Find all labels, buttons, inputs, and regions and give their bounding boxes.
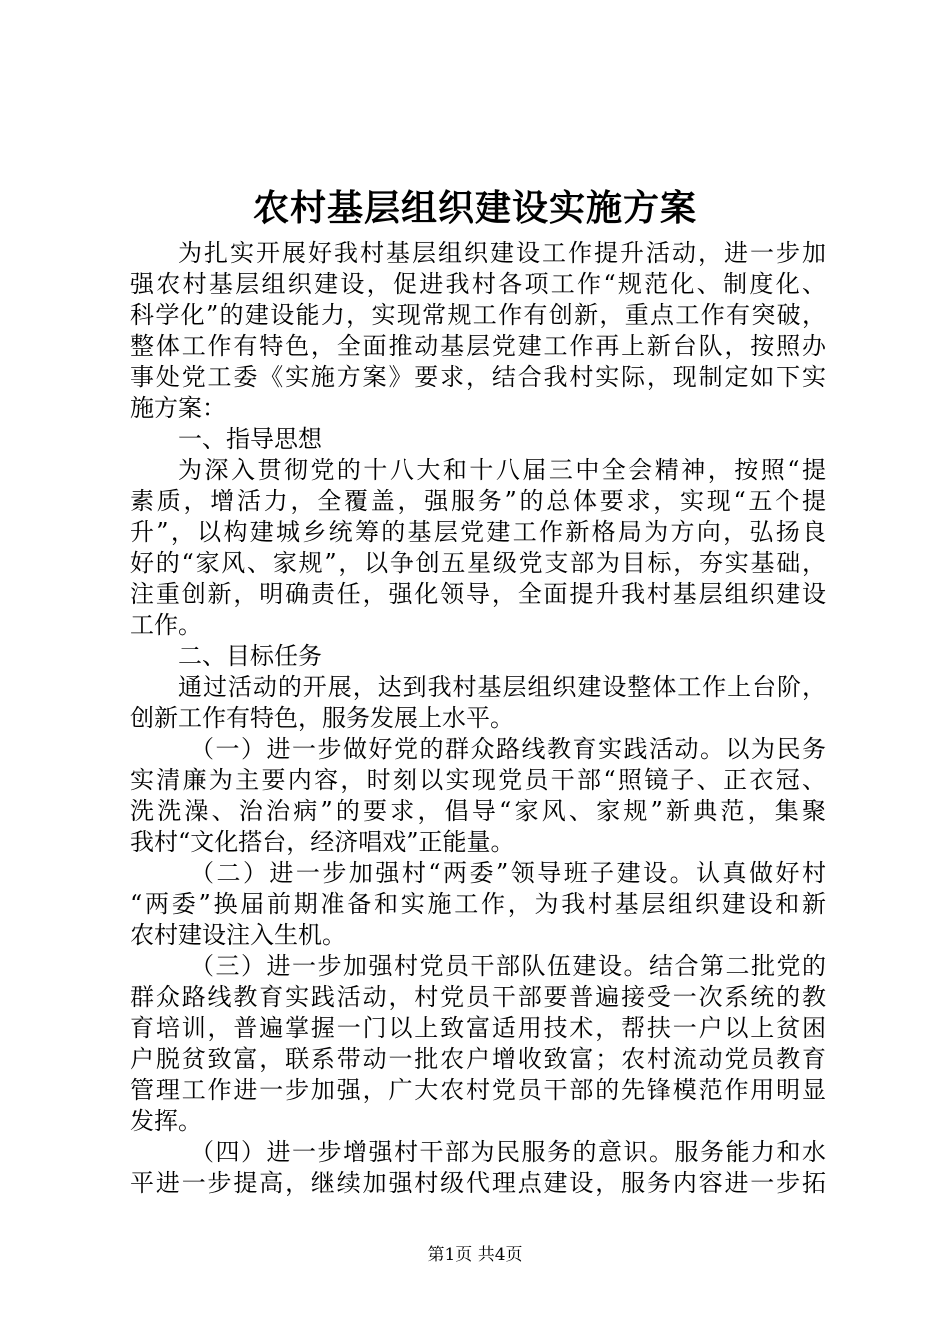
section-heading: 二、目标任务 bbox=[178, 642, 322, 670]
text-line: 管理工作进一步加强，广大农村党员干部的先锋模范作用明显 bbox=[130, 1076, 826, 1104]
text-line: 为扎实开展好我村基层组织建设工作提升活动，进一步加 bbox=[178, 239, 826, 267]
text-line: （一）进一步做好党的群众路线教育实践活动。以为民务 bbox=[190, 735, 826, 763]
text-line: 施方案： bbox=[130, 394, 226, 422]
text-line: 育培训，普遍掌握一门以上致富适用技术，帮扶一户以上贫困 bbox=[130, 1014, 826, 1042]
text-line: 创新工作有特色，服务发展上水平。 bbox=[130, 704, 514, 732]
text-line: （三）进一步加强村党员干部队伍建设。结合第二批党的 bbox=[190, 952, 826, 980]
text-line: 发挥。 bbox=[130, 1107, 202, 1135]
text-line: 群众路线教育实践活动，村党员干部要普遍接受一次系统的教 bbox=[130, 983, 826, 1011]
text-line: 科学化”的建设能力，实现常规工作有创新，重点工作有突破， bbox=[130, 301, 826, 329]
text-line: （四）进一步增强村干部为民服务的意识。服务能力和水 bbox=[190, 1138, 826, 1166]
text-line: 洗洗澡、治治病”的要求，倡导“家风、家规”新典范，集聚 bbox=[130, 797, 826, 825]
document-body bbox=[130, 238, 826, 1199]
document-title: 农村基层组织建设实施方案 bbox=[252, 187, 697, 229]
text-line: 好的“家风、家规”，以争创五星级党支部为目标，夯实基础， bbox=[130, 549, 826, 577]
text-line: “两委”换届前期准备和实施工作，为我村基层组织建设和新 bbox=[130, 890, 826, 918]
text-line: 农村建设注入生机。 bbox=[130, 921, 346, 949]
text-line: 户脱贫致富，联系带动一批农户增收致富；农村流动党员教育 bbox=[130, 1045, 826, 1073]
text-line: 事处党工委《实施方案》要求，结合我村实际，现制定如下实 bbox=[130, 363, 826, 391]
text-line: 平进一步提高，继续加强村级代理点建设，服务内容进一步拓 bbox=[130, 1169, 826, 1197]
text-line: 整体工作有特色，全面推动基层党建工作再上新台队，按照办 bbox=[130, 332, 826, 360]
text-line: 工作。 bbox=[130, 611, 202, 639]
text-line: 我村“文化搭台，经济唱戏”正能量。 bbox=[130, 828, 515, 856]
section-heading: 一、指导思想 bbox=[178, 425, 322, 453]
text-line: 升”，以构建城乡统筹的基层党建工作新格局为方向，弘扬良 bbox=[130, 518, 826, 546]
text-line: （二）进一步加强村“两委”领导班子建设。认真做好村 bbox=[190, 859, 826, 887]
text-line: 素质，增活力，全覆盖，强服务”的总体要求，实现“五个提 bbox=[130, 487, 826, 515]
page-number-footer: 第1页 共4页 bbox=[427, 1245, 523, 1265]
text-line: 强农村基层组织建设，促进我村各项工作“规范化、制度化、 bbox=[130, 270, 826, 298]
text-line: 实清廉为主要内容，时刻以实现党员干部“照镜子、正衣冠、 bbox=[130, 766, 826, 794]
text-line: 为深入贯彻党的十八大和十八届三中全会精神，按照“提 bbox=[178, 456, 826, 484]
text-line: 注重创新，明确责任，强化领导，全面提升我村基层组织建设 bbox=[130, 580, 826, 608]
text-line: 通过活动的开展，达到我村基层组织建设整体工作上台阶， bbox=[178, 673, 826, 701]
